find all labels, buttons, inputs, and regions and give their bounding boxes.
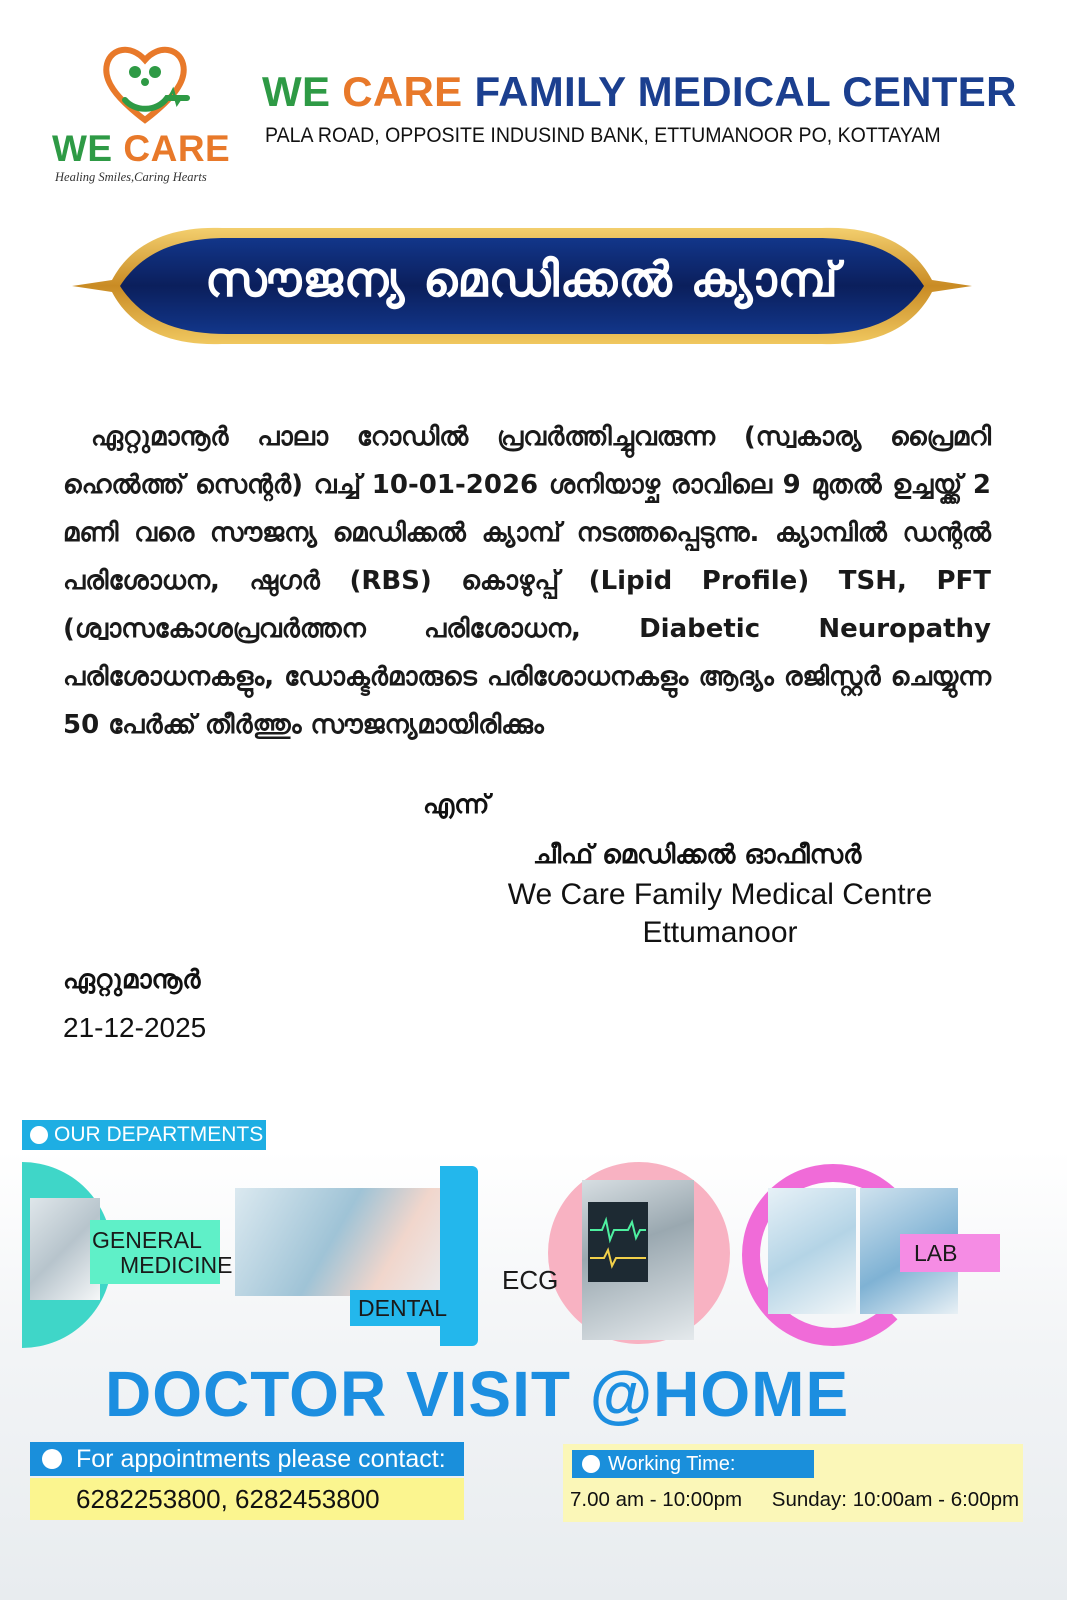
appointment-phone-numbers: 6282253800, 6282453800 [30, 1478, 464, 1520]
working-time-heading-label: Working Time: [608, 1453, 736, 1475]
weekday-hours: 7.00 am - 10:00pm [570, 1488, 743, 1511]
ecg-waveform-icon [582, 1180, 694, 1340]
logo-text-we: WE [52, 128, 113, 169]
org-name-we: WE [262, 68, 331, 115]
logo-wordmark [52, 128, 230, 170]
dept-general-medicine [92, 1228, 232, 1278]
dept-ecg: ECG [502, 1265, 559, 1295]
ecg-monitor-photo [582, 1180, 694, 1340]
signatory-place: Ettumanoor [642, 916, 798, 949]
signatory-org: We Care Family Medical Centre [507, 878, 933, 911]
dept-general-line2: MEDICINE [120, 1252, 233, 1278]
appointments-heading-label: For appointments please contact: [76, 1445, 446, 1473]
issue-place: ഏറ്റുമാനൂർ [63, 965, 201, 995]
bullet-icon [582, 1455, 600, 1473]
notice-paragraph: ഏറ്റുമാനൂർ പാലാ റോഡിൽ പ്രവർത്തിച്ചുവരുന്ന (സ്വകാര്യ പ്രൈമറി ഹെൽത്ത് സെന്റർ) വച്ച് 10-01-2026 ശനിയാഴ്ച രാവിലെ 9 മുതൽ ഉച്ചയ്ക്ക് 2 മണി വരെ സൗജന്യ മെഡിക്കൽ ക്യാമ്പ് നടത്തപ്പെടുന്നു. ക്യാമ്പിൽ ഡന്റൽ പരിശോധന, ഷുഗർ (RBS) കൊഴുപ്പ് (Lipid Profile) TSH, PFT (ശ്വാസകോശപ്രവർത്തന പരിശോധന, Diabetic Neuropathy പരിശോധനകളും, ഡോക്ടർമാരുടെ പരിശോധനകളും ആദ്യം രജിസ്റ്റർ ചെയ്യുന്ന 50 പേർക്ക് തീർത്തും സൗജന്യമായിരിക്കും [63, 422, 991, 740]
heart-hands-icon [95, 42, 195, 132]
departments-header [22, 1120, 266, 1150]
logo-tagline: Healing Smiles,Caring Hearts [55, 170, 207, 184]
issue-date: 21-12-2025 [63, 1012, 207, 1043]
dept-dental: DENTAL [358, 1295, 448, 1321]
bullet-icon [30, 1126, 48, 1144]
working-time-heading [572, 1450, 814, 1478]
appointments-heading [30, 1442, 464, 1476]
dental-photo [235, 1188, 455, 1296]
bullet-icon [42, 1449, 62, 1469]
dept-lab: LAB [914, 1240, 958, 1266]
signoff: എന്ന് [423, 790, 490, 820]
banner-title: സൗജന്യ മെഡിക്കൽ ക്യാമ്പ് [205, 252, 839, 308]
logo-text-care: CARE [123, 128, 231, 169]
org-name [262, 68, 1017, 116]
lab-photo-1 [768, 1188, 856, 1314]
dept-general-line1: GENERAL [92, 1227, 202, 1253]
org-name-rest: FAMILY MEDICAL CENTER [474, 68, 1017, 115]
clinic-logo [40, 40, 240, 190]
org-address: PALA ROAD, OPPOSITE INDUSIND BANK, ETTUMANOOR PO, KOTTAYAM [265, 124, 941, 147]
signatory-block [460, 876, 980, 952]
signatory-title: ചീഫ് മെഡിക്കൽ ഓഫീസർ [533, 840, 862, 870]
sunday-hours: Sunday: 10:00am - 6:00pm [771, 1488, 1020, 1511]
doctor-visit-home-title: DOCTOR VISIT @HOME [105, 1358, 850, 1430]
org-name-care: CARE [342, 68, 463, 115]
departments-header-label: OUR DEPARTMENTS [54, 1123, 264, 1146]
title-banner [72, 222, 972, 350]
working-hours [570, 1488, 1019, 1512]
